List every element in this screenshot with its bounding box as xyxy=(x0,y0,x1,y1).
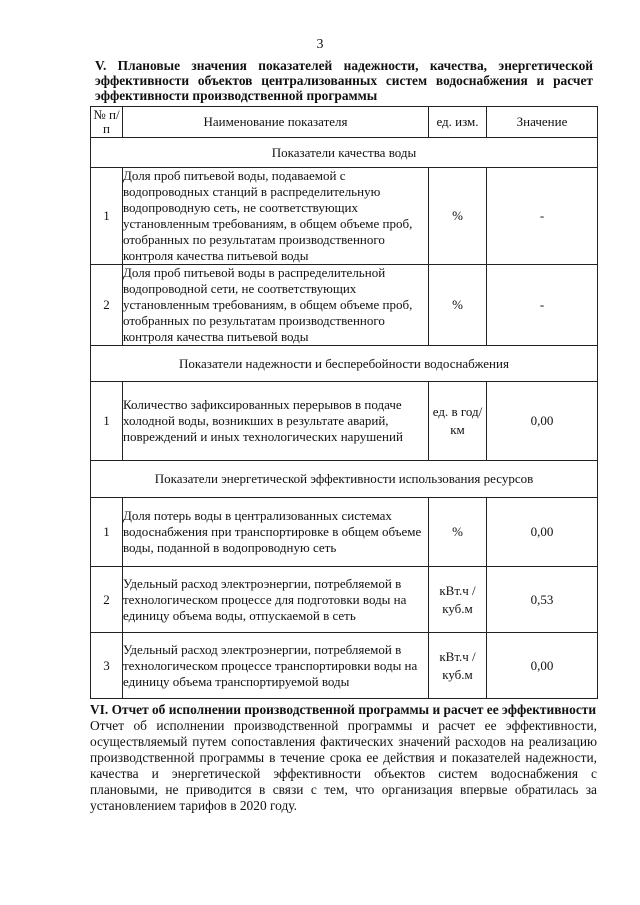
row-value: - xyxy=(487,168,598,265)
row-value: 0,00 xyxy=(487,633,598,699)
group-title: Показатели надежности и бесперебойности водоснабжения xyxy=(91,346,598,382)
group-title: Показатели энергетической эффективности использования ресурсов xyxy=(91,461,598,498)
table-row xyxy=(91,382,598,461)
row-value: 0,00 xyxy=(487,382,598,461)
row-unit: ед. в год/ км xyxy=(429,382,487,461)
table-row xyxy=(91,498,598,567)
section-v-heading: V. Плановые значения показателей надежности, качества, энергетической эффективности объектов централизованных систем водоснабжения и расчет эффективности производственной программы xyxy=(95,58,593,103)
section-vi-heading: VI. Отчет об исполнении производственной программы и расчет ее эффективности xyxy=(90,702,597,717)
row-unit: % xyxy=(429,265,487,346)
row-unit: % xyxy=(429,498,487,567)
row-name: Количество зафиксированных перерывов в подаче холодной воды, возникших в результате аварий, повреждений и иных технологических нарушений xyxy=(123,382,429,461)
row-name: Доля проб питьевой воды в распределительной водопроводной сети, не соответствующих установленным требованиям, в общем объеме проб, отобранных по результатам производственного контроля качества питьевой воды xyxy=(123,265,429,346)
row-unit: кВт.ч / куб.м xyxy=(429,633,487,699)
row-unit: кВт.ч / куб.м xyxy=(429,567,487,633)
row-num: 2 xyxy=(91,265,123,346)
row-num: 2 xyxy=(91,567,123,633)
group-row-quality xyxy=(91,138,598,168)
row-name: Доля потерь воды в централизованных системах водоснабжения при транспортировке в общем объеме воды, поданной в водопроводную сеть xyxy=(123,498,429,567)
group-title: Показатели качества воды xyxy=(91,138,598,168)
row-name: Доля проб питьевой воды, подаваемой с водопроводных станций в распределительную водопроводную сеть, не соответствующих установленным требованиям, в общем объеме проб, отобранных по результатам производственного контроля качества питьевой воды xyxy=(123,168,429,265)
table-row xyxy=(91,168,598,265)
row-num: 1 xyxy=(91,498,123,567)
table-header-row xyxy=(91,107,598,138)
table-row xyxy=(91,265,598,346)
row-name: Удельный расход электроэнергии, потребляемой в технологическом процессе для подготовки воды на единицу объема воды, отпускаемой в сеть xyxy=(123,567,429,633)
header-num: № п/п xyxy=(91,107,123,138)
indicators-table xyxy=(90,106,598,699)
row-name: Удельный расход электроэнергии, потребляемой в технологическом процессе транспортировки воды на единицу объема транспортируемой воды xyxy=(123,633,429,699)
row-value: 0,53 xyxy=(487,567,598,633)
group-row-reliability xyxy=(91,346,598,382)
row-unit: % xyxy=(429,168,487,265)
header-name: Наименование показателя xyxy=(123,107,429,138)
header-value: Значение xyxy=(487,107,598,138)
row-value: - xyxy=(487,265,598,346)
row-value: 0,00 xyxy=(487,498,598,567)
row-num: 1 xyxy=(91,382,123,461)
row-num: 3 xyxy=(91,633,123,699)
section-vi xyxy=(90,702,597,814)
group-row-energy xyxy=(91,461,598,498)
table-row xyxy=(91,567,598,633)
table-row xyxy=(91,633,598,699)
header-unit: ед. изм. xyxy=(429,107,487,138)
row-num: 1 xyxy=(91,168,123,265)
page-number: 3 xyxy=(316,37,324,52)
section-vi-body: Отчет об исполнении производственной программы и расчет ее эффективности, осуществляемый путем сопоставления фактических значений расходов на реализацию производственной программы в течение срока ее действия и показателей надежности, качества и энергетической эффективности объектов систем водоснабжения с плановыми, не приводится в связи с тем, что организация впервые обратилась за установлением тарифов в 2020 году. xyxy=(90,718,597,813)
